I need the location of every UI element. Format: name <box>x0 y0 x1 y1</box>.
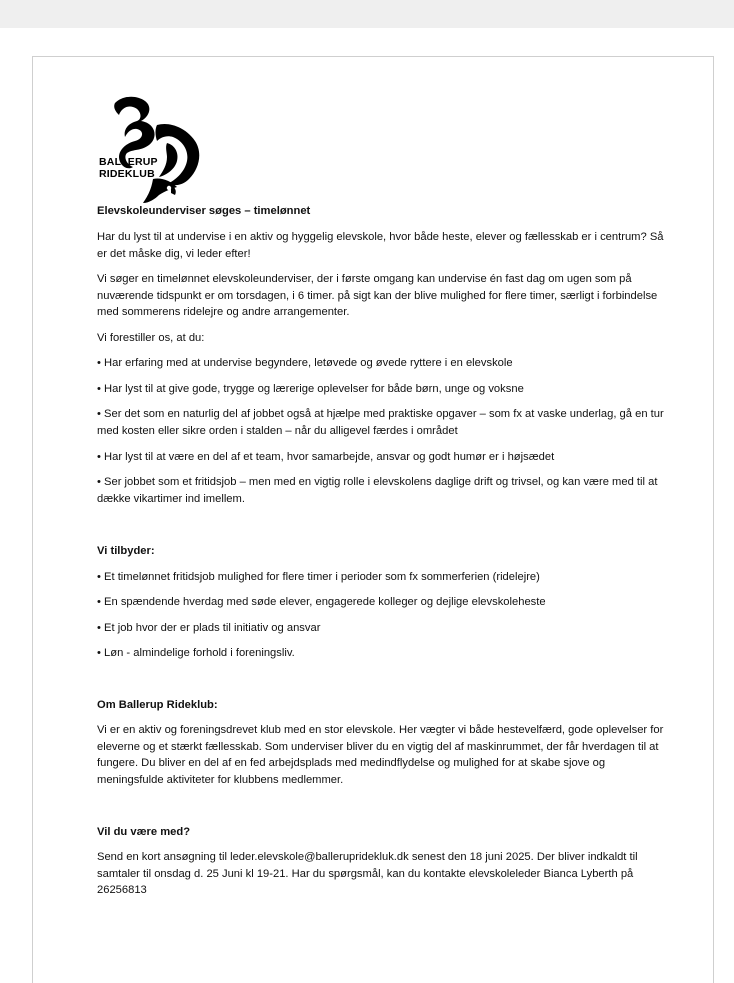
logo-text-line2: RIDEKLUB <box>99 168 155 180</box>
offer-item: • Løn - almindelige forhold i foreningsliv. <box>97 647 295 659</box>
join-heading: Vil du være med? <box>97 826 191 838</box>
offer-item: • Et timelønnet fritidsjob mulighed for flere timer i perioder som fx sommerferien (ridelejre) <box>97 571 540 583</box>
offer-item: • Et job hvor der er plads til initiativ og ansvar <box>97 622 321 634</box>
about-paragraph: Vi er en aktiv og foreningsdrevet klub med en stor elevskole. Her vægter vi både hestevelfærd, gode oplevelser for eleverne og et stærkt fællesskab. Som underviser bliver du en vigtig del af maskinrummet, der får hverdagen til at fungere. Du bliver en del af en fed arbejdsplads med medindflydelse og mulighed for at skabe sjove og meningsfulde aktiviteter for klubbens medlemmer. <box>97 724 664 786</box>
expectation-item: • Har erfaring med at undervise begyndere, letøvede og øvede ryttere i en elevskole <box>97 357 513 369</box>
about-heading: Om Ballerup Rideklub: <box>97 699 218 711</box>
expectation-item: • Ser jobbet som et fritidsjob – men med en vigtig rolle i elevskolens daglige drift og trivsel, og kan være med til at dække vikartimer ind imellem. <box>97 476 658 505</box>
horse-logo-icon <box>97 95 209 205</box>
job-title: Elevskoleunderviser søges – timelønnet <box>97 205 311 217</box>
logo-text-line1: BALLERUP <box>99 156 158 168</box>
expectation-item: • Har lyst til at være en del af et team, hvor samarbejde, ansvar og godt humør er i højsædet <box>97 451 555 463</box>
offer-heading: Vi tilbyder: <box>97 545 155 557</box>
intro-paragraph: Har du lyst til at undervise i en aktiv og hyggelig elevskole, hvor både heste, elever og fællesskab er i centrum? Så er det måske dig, vi leder efter! <box>97 231 664 260</box>
document-page <box>32 56 714 983</box>
expectation-item: • Ser det som en naturlig del af jobbet også at hjælpe med praktiske opgaver – som fx at vaske underlag, gå en tur med kosten eller sikre orden i stalden – når du alligevel færdes i området <box>97 408 664 437</box>
join-paragraph: Send en kort ansøgning til leder.elevskole@ballerupridekluk.dk senest den 18 juni 2025. Der bliver indkaldt til samtaler til onsdag d. 25 Juni kl 19-21. Har du spørgsmål, kan du kontakte elevskoleleder Bianca Lyberth på 26256813 <box>97 851 638 896</box>
expectation-item: • Har lyst til at give gode, trygge og lærerige oplevelser for både børn, unge og voksne <box>97 383 524 395</box>
expectations-intro: Vi forestiller os, at du: <box>97 332 205 344</box>
viewer-toolbar <box>0 0 734 28</box>
offer-item: • En spændende hverdag med søde elever, engagerede kolleger og dejlige elevskoleheste <box>97 596 546 608</box>
club-logo <box>97 95 209 205</box>
description-paragraph: Vi søger en timelønnet elevskoleunderviser, der i første omgang kan undervise én fast dag om ugen som på nuværende tidspunkt er om torsdagen, i 6 timer. på sigt kan der blive mulighed for flere timer, særligt i forbindelse med sommerens ridelejre og andre arrangementer. <box>97 273 658 318</box>
